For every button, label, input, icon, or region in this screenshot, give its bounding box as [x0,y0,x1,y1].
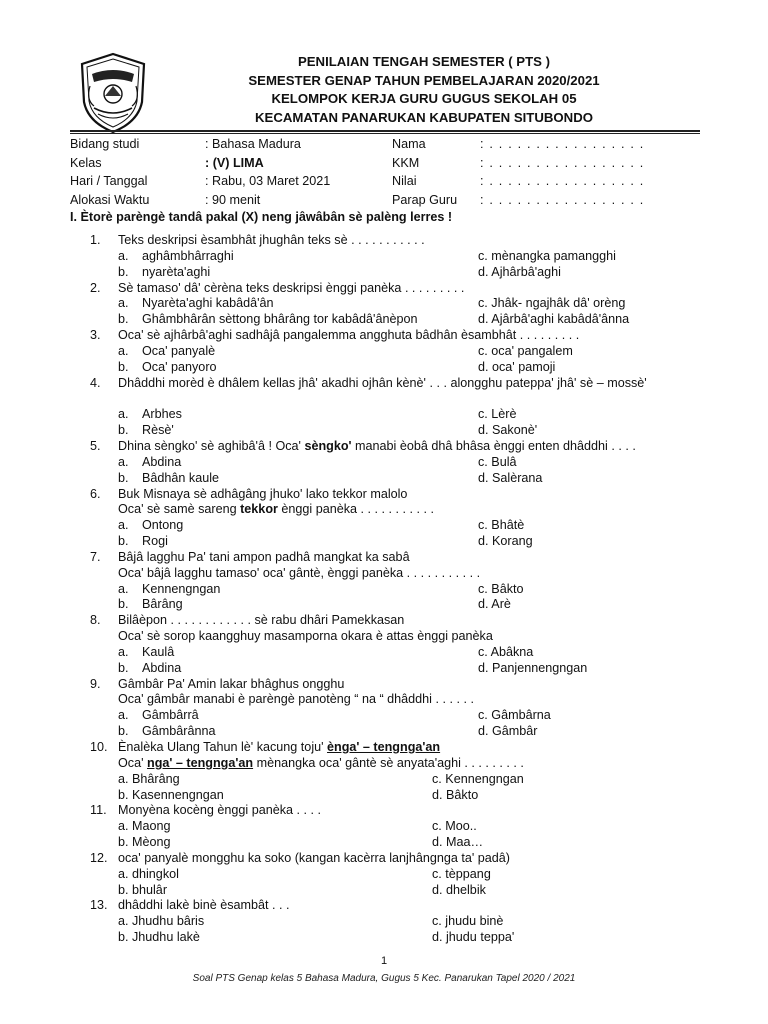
option-a[interactable] [118,296,274,312]
question-number: 12. [90,850,108,865]
option-b[interactable]: b. Kasennengngan [118,787,224,802]
option-label: b. [118,423,129,438]
identity-label: Alokasi Waktu [70,193,150,208]
option-d[interactable]: d. Salèrana [478,470,543,485]
question-text: Oca' sè ajhârbâ'aghi sadhâjâ pangalemma angghuta bâdhân èsambhât . . . . . . . . . [118,328,580,343]
option-a[interactable] [118,582,220,598]
option-c[interactable]: c. oca' pangalem [478,343,573,358]
identity-label: Kelas [70,155,102,170]
option-text: Oca' panyalè [142,343,216,358]
option-row [90,455,710,471]
option-b[interactable]: b. Mèong [118,835,171,850]
option-a[interactable] [118,344,215,360]
option-b[interactable] [118,423,174,439]
option-b[interactable]: b. Jhudhu lakè [118,930,200,945]
question-text: Teks deskripsi èsambhât jhughân teks sè . . . . . . . . . . . [118,233,425,247]
question-text: Bilâèpon . . . . . . . . . . . . sè rabu dhâri Pamekkasan [118,613,405,628]
option-label: b. [118,312,129,327]
option-a[interactable] [118,407,182,423]
option-b[interactable] [118,471,219,487]
option-c[interactable]: c. Bhâtè [478,518,525,533]
option-b[interactable] [118,661,181,677]
question-text: Oca' sè sorop kaangghuy masamporna okara è attas ènggi panèka [118,629,493,644]
identity-fill-field[interactable]: : . . . . . . . . . . . . . . . . . [480,155,645,170]
option-row [90,930,710,946]
option-label: a. [118,454,129,469]
option-text: Bârâng [142,597,183,612]
question-text-part: Oca' sè samè sareng [118,502,241,517]
option-a[interactable]: a. dhingkol [118,866,179,881]
option-a[interactable]: a. Bhârâng [118,771,180,786]
question-text: Oca' bâjâ lagghu tamaso' oca' gântè, ènggi panèka . . . . . . . . . . . [118,565,481,580]
option-row [90,914,710,930]
option-c[interactable]: c. jhudu binè [432,914,504,929]
identity-label: Nilai [392,174,417,189]
question-5 [90,439,710,455]
option-a[interactable] [118,455,181,471]
option-row [90,249,710,265]
question-11 [90,803,710,819]
question-number: 9. [90,676,101,691]
identity-row [70,172,700,191]
option-c[interactable]: c. Bulâ [478,454,517,469]
option-row [90,360,710,376]
page-number: 1 [380,955,388,967]
question-9-continuation [90,692,710,708]
identity-row [70,135,700,154]
option-d[interactable]: d. Bâkto [432,787,479,802]
identity-value: : Rabu, 03 Maret 2021 [205,174,331,189]
question-number: 1. [90,233,101,247]
header-group: KELOMPOK KERJA GURU GUGUS SEKOLAH 05 [271,91,577,107]
question-4 [90,376,710,408]
question-6-continuation [90,502,710,518]
question-6 [90,487,710,503]
option-text: Gâmbârânna [142,724,216,739]
question-list [90,233,710,946]
identity-label: Hari / Tanggal [70,174,148,189]
question-8 [90,613,710,629]
identity-row [70,191,700,210]
identity-value: : 90 menit [205,193,261,208]
question-text: dhâddhi lakè binè èsambât . . . [118,898,290,913]
question-7-continuation [90,566,710,582]
option-row [90,867,710,883]
option-label: b. [118,534,129,549]
option-d[interactable]: d. dhelbik [432,882,486,897]
option-d[interactable]: d. Panjennengngan [478,660,588,675]
question-text [118,439,636,455]
option-label: a. [118,407,129,422]
identity-label: Nama [392,137,426,151]
identity-fill-field[interactable]: : . . . . . . . . . . . . . . . . . [480,137,645,151]
option-d[interactable]: d. jhudu teppa' [432,930,515,945]
option-d[interactable]: d. Arè [478,597,511,612]
option-row [90,788,710,804]
option-row [90,708,710,724]
option-d[interactable]: d. Korang [478,534,533,549]
question-keyword: tekkor [240,502,278,517]
option-label: b. [118,264,129,279]
option-label: b. [118,359,129,374]
option-row [90,534,710,550]
option-c[interactable]: c. Lèrè [478,407,517,422]
question-number: 11. [90,803,107,818]
option-a[interactable] [118,249,234,265]
question-text: Buk Misnaya sè adhâgâng jhuko' lako tekkor malolo [118,486,408,501]
option-text: Gâmbârrâ [142,708,199,723]
question-keyword: sèngko' [304,438,352,453]
option-d[interactable]: d. Gâmbâr [478,724,538,739]
option-label: a. [118,518,129,533]
exam-header [150,53,698,128]
option-text: Kennengngan [142,581,221,596]
option-a[interactable] [118,518,183,534]
question-13 [90,898,710,914]
option-c[interactable]: c. tèppang [432,866,491,881]
option-d[interactable]: d. Maa… [432,835,484,850]
option-row [90,645,710,661]
question-text-part: manabi èobâ dhâ bhâsa ènggi enten dhâddhi . . . . [351,438,636,453]
question-text-part: Ènalèka Ulang Tahun lè' kacung toju' [118,740,328,754]
option-row [90,661,710,677]
option-row [90,772,710,788]
option-a[interactable] [118,708,199,724]
option-label: a. [118,708,129,723]
option-text: Arbhes [142,407,182,422]
option-d[interactable]: d. Sakonè' [478,423,538,438]
option-b[interactable] [118,724,216,740]
page-footer: Soal PTS Genap kelas 5 Bahasa Madura, Gugus 5 Kec. Panarukan Tapel 2020 / 2021 [192,973,576,984]
question-8-continuation [90,629,710,645]
question-keyword: ènga' – tengnga'an [327,740,441,754]
option-row [90,724,710,740]
option-row [90,344,710,360]
header-divider [70,130,700,132]
option-row [90,407,710,423]
option-label: b. [118,660,129,675]
question-text-part: Oca' [118,755,148,770]
option-row [90,883,710,899]
option-d[interactable]: d. Ajhârbâ'aghi [478,264,561,279]
question-number: 4. [90,375,101,390]
option-label: b. [118,597,129,612]
option-c[interactable]: c. Jhâk- ngajhâk dâ' orèng [478,296,626,311]
option-row [90,296,710,312]
question-number: 3. [90,328,101,343]
option-c[interactable]: c. mènangka pamangghi [478,248,616,263]
option-text: Kaulâ [142,644,175,659]
option-b[interactable] [118,534,168,550]
question-number: 6. [90,486,101,501]
question-text [118,740,440,756]
option-label: a. [118,343,129,358]
option-text: Abdina [142,660,182,675]
option-row [90,819,710,835]
question-text: Dhâddhi morèd è dhâlem kellas jhâ' akadhi ojhân kènè' . . . alongghu pateppa' jhâ' sè – mossè' [118,375,647,390]
question-text: Bâjâ lagghu Pa' tani ampon padhâ mangkat ka sabâ [118,549,410,564]
question-10 [90,740,710,756]
question-text-part: ènggi panèka . . . . . . . . . . . [277,502,435,517]
question-number: 8. [90,613,101,628]
question-3 [90,328,710,344]
option-d[interactable]: d. Ajârbâ'aghi kabâdâ'ânna [478,312,630,327]
question-7 [90,550,710,566]
question-9 [90,677,710,693]
option-row [90,471,710,487]
option-row [90,597,710,613]
header-semester: SEMESTER GENAP TAHUN PEMBELAJARAN 2020/2021 [248,72,600,88]
identity-label: Bidang studi [70,137,140,151]
question-text [118,756,524,772]
question-2 [90,281,710,297]
question-1 [90,233,710,249]
question-number: 2. [90,280,101,295]
option-text: Nyarèta'aghi kabâdâ'ân [142,296,274,311]
option-c[interactable]: c. Kennengngan [432,771,524,786]
identity-row [70,154,700,173]
option-c[interactable]: c. Bâkto [478,581,524,596]
identity-label: KKM [392,155,420,170]
question-12 [90,851,710,867]
identity-label: Parap Guru [392,193,458,208]
option-label: a. [118,581,129,596]
option-text: Oca' panyoro [142,359,217,374]
option-label: b. [118,724,129,739]
option-text: Rèsè' [142,423,174,438]
question-text: Sè tamaso' dâ' cèrèna teks deskripsi ènggi panèka . . . . . . . . . [118,280,465,295]
question-text-part: mènangka oca' gântè sè anyata'aghi . . . . . . . . . [253,755,524,770]
question-number: 7. [90,549,101,564]
identity-value: : Bahasa Madura [205,137,301,151]
option-row [90,518,710,534]
question-number: 5. [90,438,101,453]
option-text: Rogi [142,534,168,549]
regency-emblem-icon [78,52,148,134]
question-text: Monyèna kocèng ènggi panèka . . . . [118,803,322,818]
option-a[interactable] [118,645,174,661]
option-row [90,265,710,281]
question-text: Gâmbâr Pa' Amin lakar bhâghus ongghu [118,676,345,691]
question-text: Oca' gâmbâr manabi è parèngè panotèng “ na “ dhâddhi . . . . . . [118,692,474,707]
option-a[interactable]: a. Maong [118,819,171,834]
question-number: 10. [90,740,108,754]
option-c[interactable]: c. Gâmbârna [478,708,551,723]
student-identity-table [70,135,700,210]
option-a[interactable]: a. Jhudhu bâris [118,914,205,929]
option-row [90,312,710,328]
question-text-part: Dhina sèngko' sè aghibâ'â ! Oca' [118,438,305,453]
option-c[interactable]: c. Abâkna [478,644,534,659]
identity-value: : (V) LIMA [205,155,264,170]
question-text: oca' panyalè mongghu ka soko (kangan kacèrra lanjhângnga ta' padâ) [118,850,510,865]
question-number: 13. [90,898,108,913]
header-title: PENILAIAN TENGAH SEMESTER ( PTS ) [297,54,551,69]
option-row [90,835,710,851]
option-c[interactable]: c. Moo.. [432,819,477,834]
option-label: b. [118,470,129,485]
option-label: a. [118,248,129,263]
identity-fill-field[interactable]: : . . . . . . . . . . . . . . . . . [480,174,645,189]
section-instruction: I. Ètorè parèngè tandâ pakal (X) neng jâwâbân sè palèng lerres ! [70,210,453,224]
option-b[interactable] [118,312,417,328]
option-b[interactable]: b. bhulâr [118,882,168,897]
option-text: aghâmbhârraghi [142,248,234,263]
option-b[interactable] [118,597,183,613]
header-divider-thin [70,133,700,134]
option-text: Ontong [142,518,184,533]
question-keyword: nga' – tengnga'an [147,755,254,770]
option-b[interactable] [118,265,210,281]
option-text: Bâdhân kaule [142,470,220,485]
option-d[interactable]: d. oca' pamoji [478,359,556,374]
option-text: Ghâmbhârân sèttong bhârâng tor kabâdâ'ânèpon [142,312,418,327]
option-text: nyarèta'aghi [142,264,211,279]
option-label: a. [118,644,129,659]
header-district: KECAMATAN PANARUKAN KABUPATEN SITUBONDO [255,110,593,126]
option-row [90,582,710,598]
option-b[interactable] [118,360,217,376]
question-10-continuation [90,756,710,772]
option-label: a. [118,296,129,311]
identity-fill-field[interactable]: : . . . . . . . . . . . . . . . . . [480,193,645,208]
question-text [118,502,434,518]
option-text: Abdina [142,454,182,469]
option-row [90,423,710,439]
